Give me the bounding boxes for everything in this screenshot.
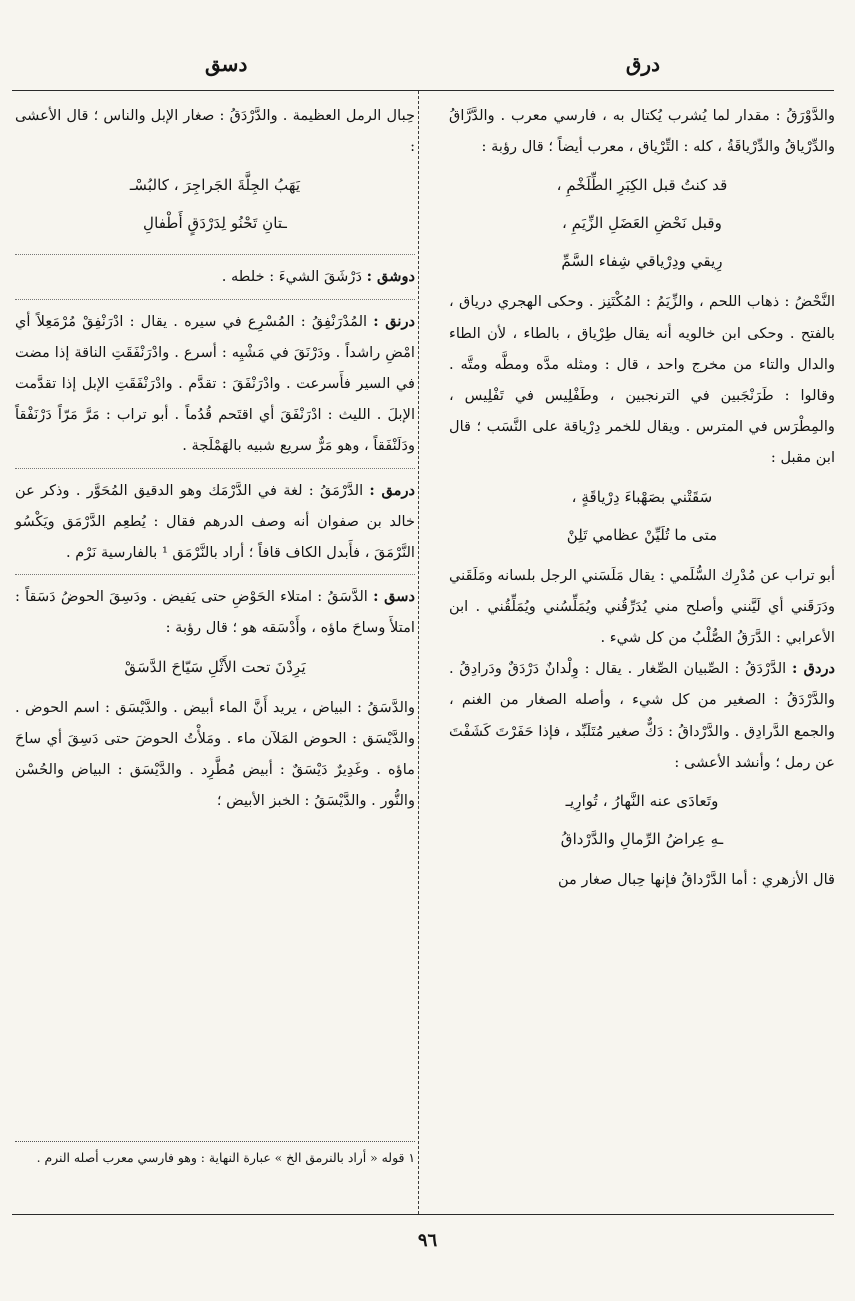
verse-line: وقبل نَحْضِ العَضَلِ الزِّيَمِ ، (562, 214, 722, 233)
verse-ruba-2 (15, 644, 415, 692)
running-header-left: دسق (205, 52, 248, 76)
paragraph-dawraq: والدَّوْرَقُ : مقدار لما يُشرب يُكتال به ، فارسي معرب . والدَّرَّاقُ والدِّرْياقُ والدِّرْياقَةُ ، كله : التِّرْياق ، معرب أيضاً ؛ قال رؤبة : (449, 107, 835, 156)
right-column (449, 100, 835, 895)
paragraph-daysaq: والدَّسَقُ : البياض ، يريد أَنَّ الماء أبيض . والدَّيْسَق : اسم الحوض . والدَّيْسَق : الحوض المَلآن ماء . ومَلأْتُ الحوضَ حتى دَسِقَ أي ساحَ ماؤه . وغَدِيرٌ دَيْسَقٌ : أبيض مُطَّرِد . والدَّيْسَق : البياض والحُسْن والنُّور . والدَّيْسَقُ : الخبز الأبيض ؛ (15, 698, 415, 810)
entry-body: دَرْشَقَ الشيءَ : خلطه . (221, 268, 367, 286)
verse-line: وتَعادَى عنه النَّهارُ ، تُوارِيـ (565, 792, 719, 811)
running-header-right: درق (625, 52, 660, 76)
paragraph-hibal: حِبال الرمل العظيمة . والدَّرْدَقُ : صغار الإبل والناس ؛ قال الأعشى : (15, 107, 415, 156)
verse-line: رِيقي ودِرْياقي شِفاء السَّمِّ (561, 252, 723, 271)
entry-body: المُدْرَنْفِقُ : المُسْرِع في سيره . يقال : ادْرَنْفِقْ مُرْمَعِلاً أي امْضِ راشداً . ودَرْنَقَ في مَشْيِه : أسرع . وادْرَنْفَقَتِ الناقة إذا مضت في السير فأَسرعت . وادْرَنْفَقَ : تقدَّم . وادْرَنْفَقَتِ الإبل إذا تقدَّمت الإبلَ . الليث : ادْرَنْفَقَ أي اقتَحم قُدُماً . أبو تراب : مَرَّ مَرّاً دَرْنَفْقاً ودَلَنْفَقاً ، وهو مَرٌّ سريع شبيه بالهَمْلَجة . (15, 312, 415, 455)
entry-dardaq (449, 653, 835, 778)
verse-line: يَهَبُ الجِلَّةَ الجَراجِرَ ، كالبُسْـ (129, 176, 301, 195)
footnote: ١ قوله « أراد بالنرمق الخ » عبارة النهاية : وهو فارسي معرب أصله النرم . (36, 1150, 415, 1165)
entry-headword: دوشق : (366, 268, 415, 286)
verse-line: سَقَتْني بصَهْباءَ دِرْياقَةٍ ، (571, 487, 713, 506)
entry-headword: درمق : (369, 481, 415, 499)
header-rule (12, 90, 834, 91)
entry-darnaq (15, 306, 415, 462)
verse-ibn-muqbil (449, 474, 835, 560)
column-divider (418, 91, 419, 1214)
left-column (15, 100, 415, 816)
entry-dasaq (15, 581, 415, 643)
entry-separator (15, 299, 415, 300)
paragraph-abu-turab: أبو تراب عن مُدْرِك السُّلَمي : يقال مَلَسَني الرجل بلسانه ومَلَقَني ودَرَقَني أي لَيَّنني وأصلح مني يُدَرِّقُني ويُمَلِّسُني ويُمَلِّقُني . ابن الأعرابي : الدَّرَقُ الصُّلْبُ من كل شيء . (449, 566, 836, 647)
verse-line: ـتانِ تَحْنُو لِدَرْدَقٍ أَطْفالِ (143, 214, 287, 233)
verse-line: ـهِ عِراضُ الرِّمالِ والدَّرْداقُ (560, 830, 724, 849)
verse-ruba (449, 162, 835, 286)
entry-headword: دسق : (373, 588, 415, 606)
entry-body: الدَّرْمَقُ : لغة في الدَّرْمَك وهو الدقيق المُحَوَّر . وذكر عن خالد بن صفوان أنه وصف الدرهم فقال : يُطعِم الدَّرْمَق ويَكْسُو النَّرْمَقَ ، فأَبدل الكاف قافاً ؛ أراد بالنَّرْمَق ¹ بالفارسية نَرْم . (15, 481, 415, 562)
paragraph-azhari: قال الأزهري : أما الدَّرْداقُ فإنها حِبال صغار من (557, 871, 835, 889)
footnote-rule (15, 1141, 415, 1142)
verse-line: قد كنتُ قبل الكِبَرِ الطِّلَخْمِ ، (556, 176, 728, 195)
entry-separator (15, 468, 415, 469)
entry-headword: درنق : (373, 312, 415, 330)
paragraph-nahd: النَّحْضُ : ذهاب اللحم ، والزِّيَمُ : المُكْتَنِز . وحكى الهجري درياق ، بالفتح . وحكى ابن خالويه أنه يقال طِرْياق ، بالطاء ، لأن الطاء والدال والتاء من مخرج واحد ، قال : ومثله مدَّه ومطَّه ومتَّه . وقالوا : طَرَنْجَبين في الترنجبين ، وطَفْلِيس في تَفْلِيس ، والمِطْرَس في المترس . ويقال للخمر دِرْياقة على النَّسَب ؛ قال ابن مقبل : (449, 293, 835, 467)
verse-asha (449, 778, 835, 864)
entry-headword: دردق : (792, 660, 835, 678)
verse-line: متى ما تُلَيِّنْ عظامي تَلِنْ (566, 525, 718, 544)
page-number: ٩٦ (417, 1230, 438, 1251)
verse-asha-2 (15, 162, 415, 248)
entry-darshaq (15, 261, 415, 292)
verse-line: يَرِدْنَ تحت الأَثْلِ سَيّاحَ الدَّسَقْ (124, 657, 306, 676)
entry-body: الدَّرْدَقُ : الصِّبيان الصِّغار . يقال : وِلْدانٌ دَرْدَقٌ ودَرادِقُ . والدَّرْدَقُ : الصغير من كل شيء ، وأصله الصغار من الغنم ، والجمع الدَّرادِق . والدَّرْداقُ : دَكٌّ صغير مُتَلَبِّد ، فإذا حَفَرْتَ كَشَفْتَ عن رمل ؛ وأنشد الأعشى : (449, 660, 835, 771)
footer-rule (12, 1214, 834, 1215)
entry-body: الدَّسَقُ : امتلاء الحَوْضِ حتى يَفيض . ودَسِقَ الحوضُ دَسَقاً : امتلأَ وساحَ ماؤه ، وأَدْسَقه هو ؛ قال رؤبة : (15, 588, 415, 637)
entry-separator (15, 254, 415, 255)
entry-darmaq (15, 475, 415, 569)
entry-separator (15, 574, 415, 575)
